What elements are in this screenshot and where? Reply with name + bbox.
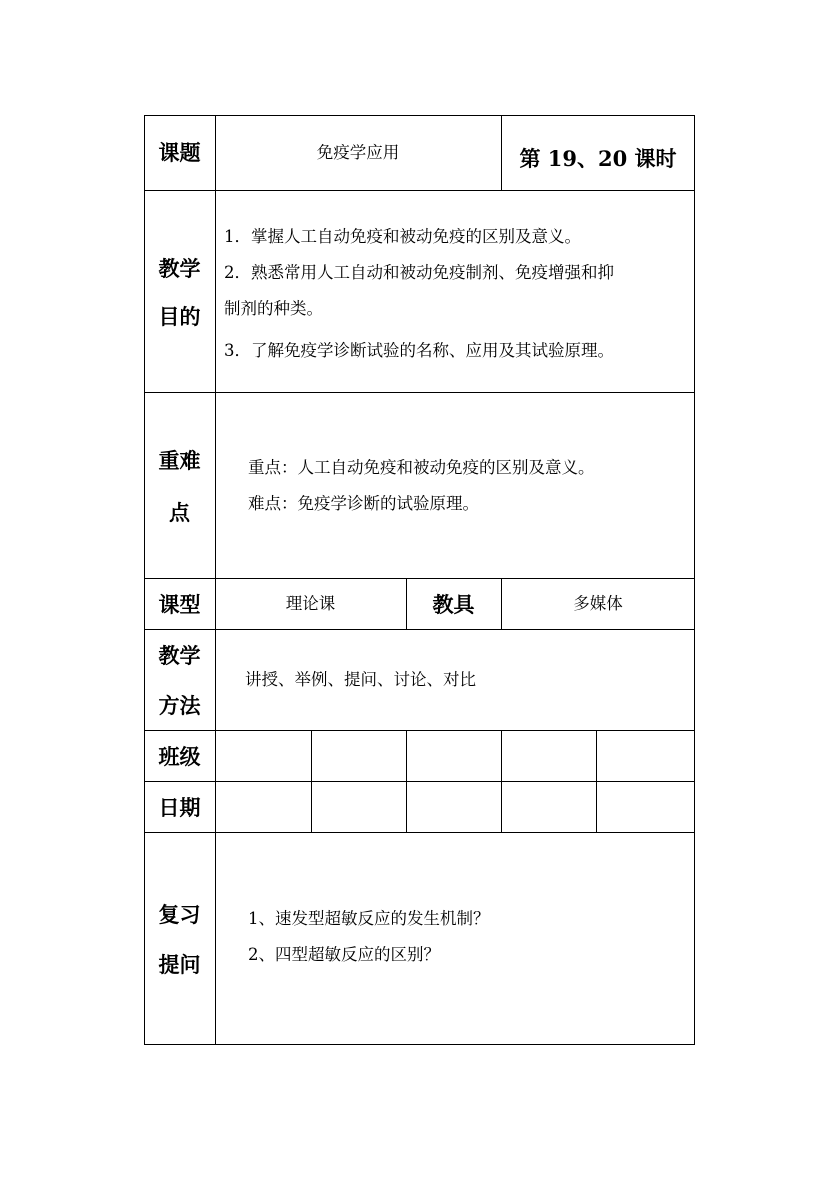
row-divider	[144, 781, 695, 782]
row-divider	[144, 629, 695, 630]
date-label: 日期	[158, 796, 201, 820]
review-label-line1: 复习	[158, 903, 201, 927]
class-label: 班级	[158, 745, 201, 769]
column-divider	[406, 730, 407, 832]
key-point-item: 重点：人工自动免疫和被动免疫的区别及意义。	[248, 458, 595, 477]
column-divider	[311, 730, 312, 832]
column-divider	[596, 730, 597, 832]
review-item: 1、速发型超敏反应的发生机制？	[248, 909, 490, 928]
row-divider	[144, 730, 695, 731]
review-item: 2、四型超敏反应的区别？	[248, 945, 440, 964]
row-divider	[144, 392, 695, 393]
table-border	[144, 115, 695, 1045]
key-point-item: 难点：免疫学诊断的试验原理。	[248, 494, 479, 513]
method-label-line1: 教学	[158, 644, 201, 668]
tools-value: 多媒体	[573, 594, 623, 613]
topic-label: 课题	[158, 141, 201, 165]
objectives-label-line1: 教学	[158, 257, 201, 281]
objectives-label-line2: 目的	[158, 305, 201, 329]
column-divider	[501, 730, 502, 832]
lesson-plan-table	[144, 115, 695, 1045]
row-divider	[144, 578, 695, 579]
tools-label: 教具	[432, 593, 475, 617]
key-points-label-line2: 点	[169, 501, 190, 525]
key-points-label-line1: 重难	[158, 449, 201, 473]
objective-item: 3．了解免疫学诊断试验的名称、应用及其试验原理。	[224, 341, 614, 360]
objective-item: 制剂的种类。	[224, 299, 323, 318]
topic-value: 免疫学应用	[316, 143, 400, 162]
course-type-label: 课型	[158, 593, 201, 617]
method-value: 讲授、举例、提问、讨论、对比	[245, 670, 476, 689]
row-divider	[144, 832, 695, 833]
row-divider	[144, 190, 695, 191]
objective-item: 1．掌握人工自动免疫和被动免疫的区别及意义。	[224, 227, 581, 246]
method-label-line2: 方法	[158, 694, 201, 718]
objective-item: 2．熟悉常用人工自动和被动免疫制剂、免疫增强和抑	[224, 263, 614, 282]
lesson-hours: 第 19、20 课时	[519, 146, 677, 171]
label-column-divider	[215, 115, 216, 1045]
course-type-value: 理论课	[285, 594, 336, 613]
review-label-line2: 提问	[158, 953, 201, 977]
